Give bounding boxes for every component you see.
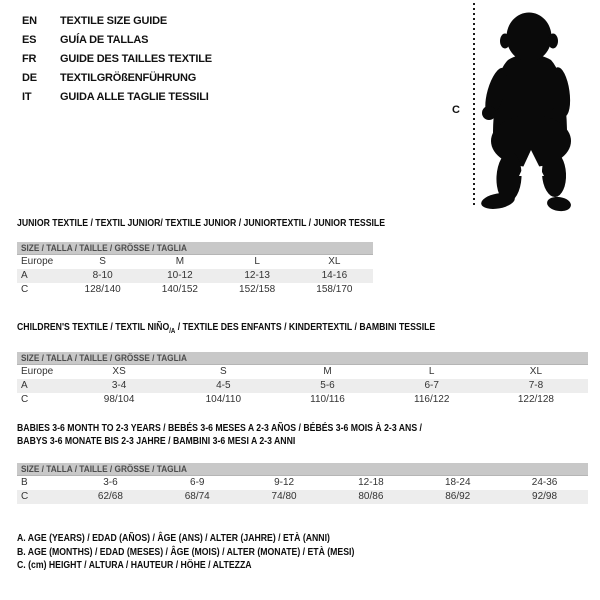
size-value: 8-10 [92, 270, 113, 281]
size-value: 14-16 [321, 270, 348, 281]
title-prefix: CHILDREN'S TEXTILE / TEXTIL NIÑO [17, 322, 170, 333]
size-value: 86/92 [445, 491, 471, 502]
row-label: A [21, 270, 28, 281]
size-value: 3-4 [111, 380, 127, 391]
size-value: S [219, 366, 227, 377]
size-value: M [175, 256, 185, 267]
size-value: L [254, 256, 260, 267]
table-row-height [17, 490, 588, 504]
size-value: 68/74 [184, 491, 210, 502]
size-value: 12-18 [358, 477, 384, 488]
size-value: 6-7 [424, 380, 439, 391]
size-value: M [323, 366, 332, 377]
section-title-children [17, 321, 498, 338]
size-value: 98/104 [103, 394, 135, 405]
table-row-months [17, 476, 588, 490]
size-value: 122/128 [517, 394, 554, 405]
junior-size-table [17, 242, 373, 297]
language-row-en [22, 12, 212, 31]
row-label: C [21, 491, 29, 502]
size-value: 110/116 [310, 394, 345, 405]
size-value: 62/68 [97, 491, 123, 502]
height-measure-label: C [452, 104, 460, 116]
size-value: XS [112, 366, 126, 377]
size-value: 4-5 [216, 380, 231, 391]
row-label: Europe [21, 366, 54, 377]
language-code: IT [22, 91, 32, 103]
language-title-list [22, 12, 212, 107]
size-value: 104/110 [205, 394, 241, 405]
language-row-es [22, 31, 212, 50]
table-row-age [17, 269, 373, 283]
language-label: TEXTILGRÖßENFÜHRUNG [60, 72, 197, 84]
language-code: DE [22, 72, 37, 84]
language-code: FR [22, 53, 37, 65]
table-row-age [17, 379, 588, 393]
size-value: 5-6 [320, 380, 335, 391]
language-label: GUIDE DES TAILLES TEXTILE [60, 53, 212, 65]
size-value: 80/86 [358, 491, 384, 502]
size-value: 3-6 [103, 477, 118, 488]
language-row-de [22, 69, 212, 88]
language-label: GUIDA ALLE TAGLIE TESSILI [60, 91, 209, 103]
table-row-europe [17, 255, 373, 269]
section-title-junior: JUNIOR TEXTILE / TEXTIL JUNIOR/ TEXTILE JUNIOR / JUNIORTEXTIL / JUNIOR TESSILE [17, 218, 386, 229]
size-value: 12-13 [244, 270, 270, 281]
language-label: GUÍA DE TALLAS [60, 34, 149, 46]
legend-line-b: B. AGE (MONTHS) / EDAD (MESES) / ÂGE (MOIS) / ALTER (MONATE) / ETÀ (MESI) [17, 546, 355, 558]
title-line-1: BABIES 3-6 MONTH TO 2-3 YEARS / BEBÉS 3-6 MESES A 2-3 AÑOS / BÉBÉS 3-6 MOIS À 2-3 ANS / [17, 423, 422, 434]
size-value: 24-36 [531, 477, 558, 488]
size-header-bar: SIZE / TALLA / TAILLE / GRÖSSE / TAGLIA [17, 352, 588, 365]
language-code: EN [22, 15, 37, 27]
size-value: 128/140 [84, 284, 121, 295]
language-code: ES [22, 34, 37, 46]
title-line-2: BABYS 3-6 MONATE BIS 2-3 JAHRE / BAMBINI 3-6 MESI A 2-3 ANNI [17, 436, 296, 447]
size-value: 6-9 [190, 477, 205, 488]
size-value: L [428, 366, 435, 377]
size-value: S [99, 256, 106, 267]
row-label: A [21, 380, 28, 391]
size-value: 92/98 [532, 491, 558, 502]
language-row-it [22, 88, 212, 107]
children-size-table [17, 352, 588, 407]
size-value: 9-12 [274, 477, 295, 488]
size-value: 140/152 [161, 284, 198, 295]
babies-size-table [17, 463, 588, 504]
toddler-silhouette-icon [460, 0, 600, 215]
size-value: XL [328, 256, 341, 267]
size-value: 74/80 [271, 491, 297, 502]
size-header-bar: SIZE / TALLA / TAILLE / GRÖSSE / TAGLIA [17, 463, 588, 476]
table-row-height [17, 283, 373, 297]
size-value: 116/122 [414, 394, 450, 405]
size-value: 158/170 [316, 284, 353, 295]
size-value: 10-12 [167, 270, 193, 281]
size-value: 152/158 [239, 284, 276, 295]
row-label: Europe [21, 256, 54, 267]
title-suffix: / TEXTILE DES ENFANTS / KINDERTEXTIL / BAMBINI TESSILE [175, 322, 436, 333]
measurement-legend [17, 532, 405, 573]
row-label: C [21, 394, 29, 405]
size-value: 7-8 [528, 380, 544, 391]
row-label: B [21, 477, 28, 488]
size-value: XL [529, 366, 543, 377]
size-header-bar: SIZE / TALLA / TAILLE / GRÖSSE / TAGLIA [17, 242, 373, 255]
section-title-babies [17, 422, 482, 448]
legend-line-a: A. AGE (YEARS) / EDAD (AÑOS) / ÂGE (ANS) / ALTER (JAHRE) / ETÀ (ANNI) [17, 533, 330, 544]
table-row-europe [17, 365, 588, 379]
language-label: TEXTILE SIZE GUIDE [60, 15, 168, 27]
row-label: C [21, 284, 29, 295]
legend-line-c: C. (cm) HEIGHT / ALTURA / HAUTEUR / HÖHE / ALTEZZA [17, 560, 252, 571]
language-row-fr [22, 50, 212, 69]
size-value: 18-24 [444, 477, 471, 488]
title-subscript: /A [169, 328, 176, 335]
table-row-height [17, 393, 588, 407]
